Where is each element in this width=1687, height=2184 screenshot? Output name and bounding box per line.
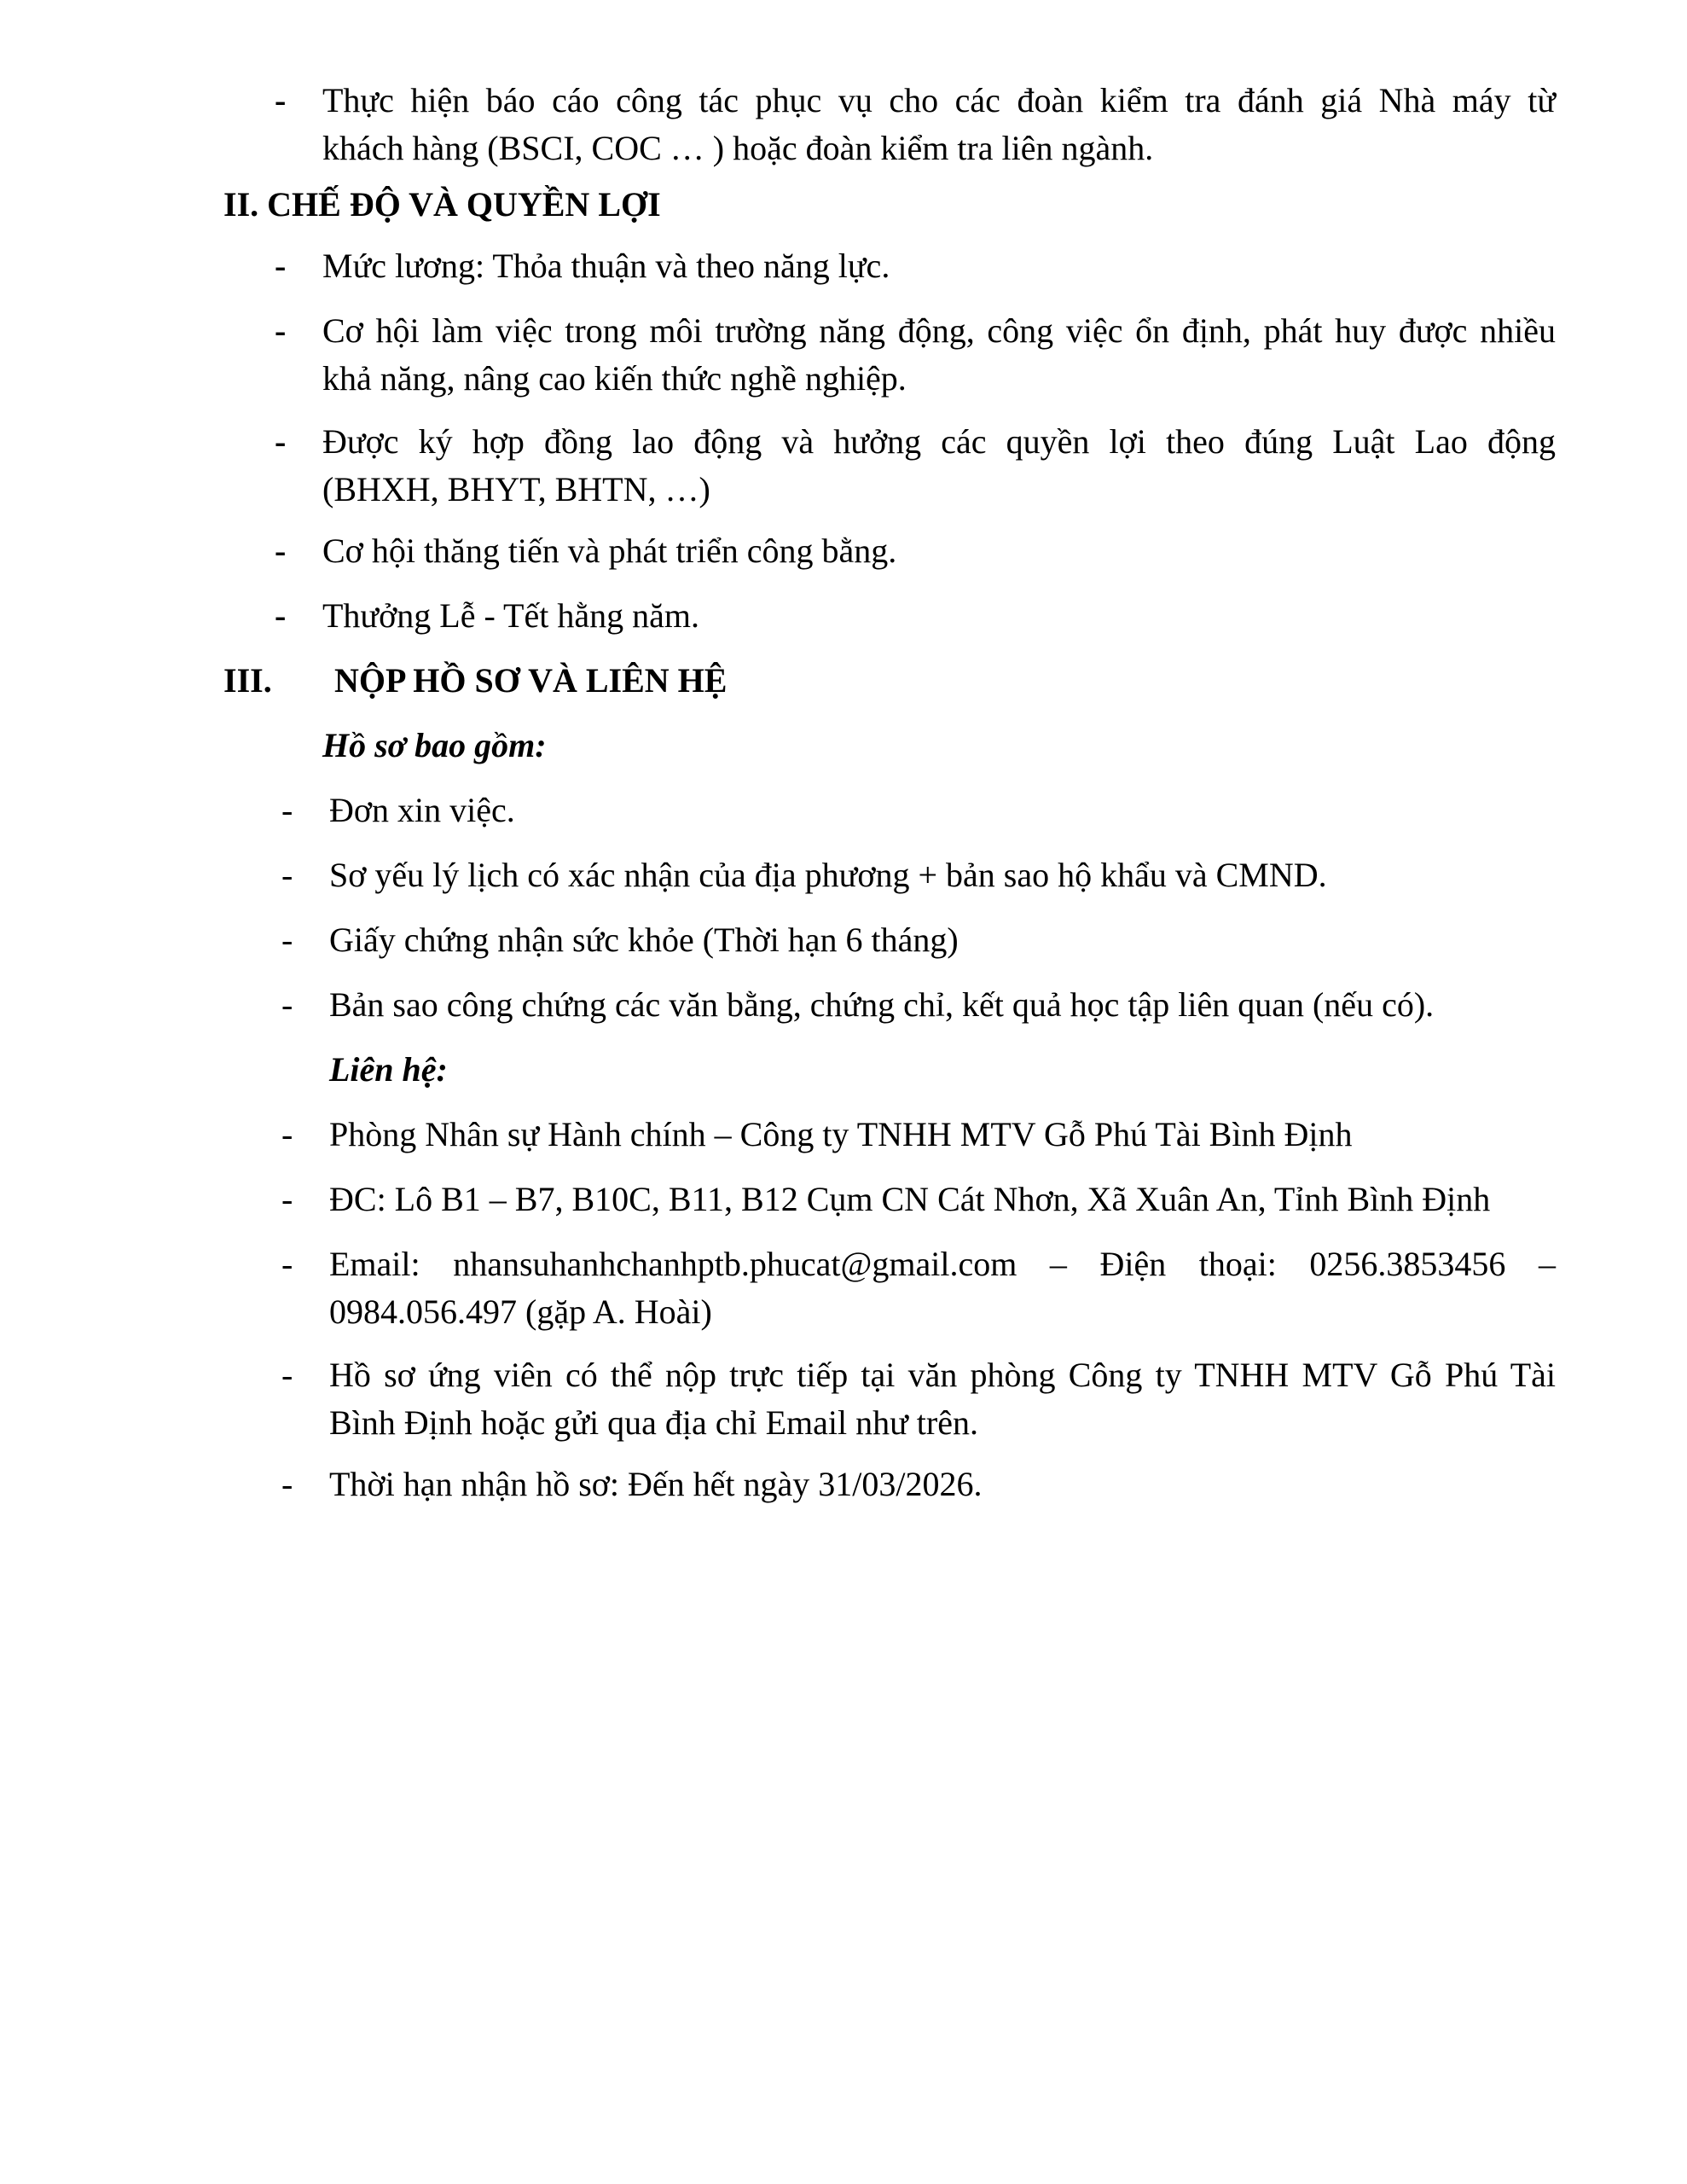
contact-address: ĐC: Lô B1 – B7, B10C, B11, B12 Cụm CN Cát Nhơn, Xã Xuân An, Tỉnh Bình Định: [329, 1180, 1491, 1218]
documents-label: Hồ sơ bao gồm:: [322, 726, 547, 764]
bullet-dash: -: [281, 985, 293, 1024]
section-numeral: III.: [223, 661, 272, 700]
item-line-1: Cơ hội làm việc trong môi trường năng động, công việc ổn định, phát huy được nhiều: [322, 311, 1556, 350]
contact-submission: [329, 1351, 1556, 1447]
benefit-item-contract: [322, 418, 1556, 514]
bullet-dash: -: [275, 531, 287, 570]
item-line-1: Được ký hợp đồng lao động và hưởng các quyền lợi theo đúng Luật Lao động: [322, 422, 1556, 461]
document-item: Sơ yếu lý lịch có xác nhận của địa phương + bản sao hộ khẩu và CMND.: [329, 856, 1327, 894]
contact-label: Liên hệ:: [329, 1050, 448, 1089]
benefit-item-promotion: Cơ hội thăng tiến và phát triển công bằng.: [322, 531, 897, 570]
document-item: Giấy chứng nhận sức khỏe (Thời hạn 6 tháng): [329, 921, 959, 959]
bullet-dash: -: [275, 422, 287, 461]
bullet-dash: -: [281, 1465, 293, 1503]
item-line-2: khả năng, nâng cao kiến thức nghề nghiệp.: [322, 359, 907, 398]
contact-deadline: Thời hạn nhận hồ sơ: Đến hết ngày 31/03/2026.: [329, 1465, 983, 1503]
bullet-dash: -: [281, 1115, 293, 1153]
bullet-dash: -: [275, 247, 287, 285]
bullet-dash: -: [275, 596, 287, 635]
bullet-dash: -: [281, 856, 293, 894]
contact-department: Phòng Nhân sự Hành chính – Công ty TNHH MTV Gỗ Phú Tài Bình Định: [329, 1115, 1353, 1153]
bullet-dash: -: [275, 81, 287, 119]
benefit-item-salary: Mức lương: Thỏa thuận và theo năng lực.: [322, 247, 890, 285]
item-line-2: khách hàng (BSCI, COC … ) hoặc đoàn kiểm tra liên ngành.: [322, 129, 1154, 167]
bullet-dash: -: [275, 311, 287, 350]
item-line-1: Thực hiện báo cáo công tác phục vụ cho các đoàn kiểm tra đánh giá Nhà máy từ: [322, 81, 1556, 119]
item-line-2: 0984.056.497 (gặp A. Hoài): [329, 1292, 712, 1331]
section-heading-apply: NỘP HỒ SƠ VÀ LIÊN HỆ: [334, 661, 728, 700]
audit-report-item: [322, 77, 1556, 172]
benefit-item-bonus: Thưởng Lễ - Tết hằng năm.: [322, 596, 699, 635]
benefit-item-environment: [322, 307, 1556, 403]
bullet-dash: -: [281, 1356, 293, 1394]
section-heading-benefits: II. CHẾ ĐỘ VÀ QUYỀN LỢI: [223, 185, 661, 224]
item-line-2: Bình Định hoặc gửi qua địa chỉ Email như trên.: [329, 1403, 978, 1442]
item-line-1: Email: nhansuhanhchanhptb.phucat@gmail.com – Điện thoại: 0256.3853456 –: [329, 1245, 1556, 1283]
item-line-1: Hồ sơ ứng viên có thể nộp trực tiếp tại văn phòng Công ty TNHH MTV Gỗ Phú Tài: [329, 1356, 1556, 1394]
bullet-dash: -: [281, 1180, 293, 1218]
document-item: Bản sao công chứng các văn bằng, chứng chỉ, kết quả học tập liên quan (nếu có).: [329, 985, 1435, 1024]
item-line-2: (BHXH, BHYT, BHTN, …): [322, 470, 710, 508]
bullet-dash: -: [281, 1245, 293, 1283]
contact-email-phone: [329, 1240, 1556, 1336]
bullet-dash: -: [281, 921, 293, 959]
document-item: Đơn xin việc.: [329, 791, 515, 829]
bullet-dash: -: [281, 791, 293, 829]
